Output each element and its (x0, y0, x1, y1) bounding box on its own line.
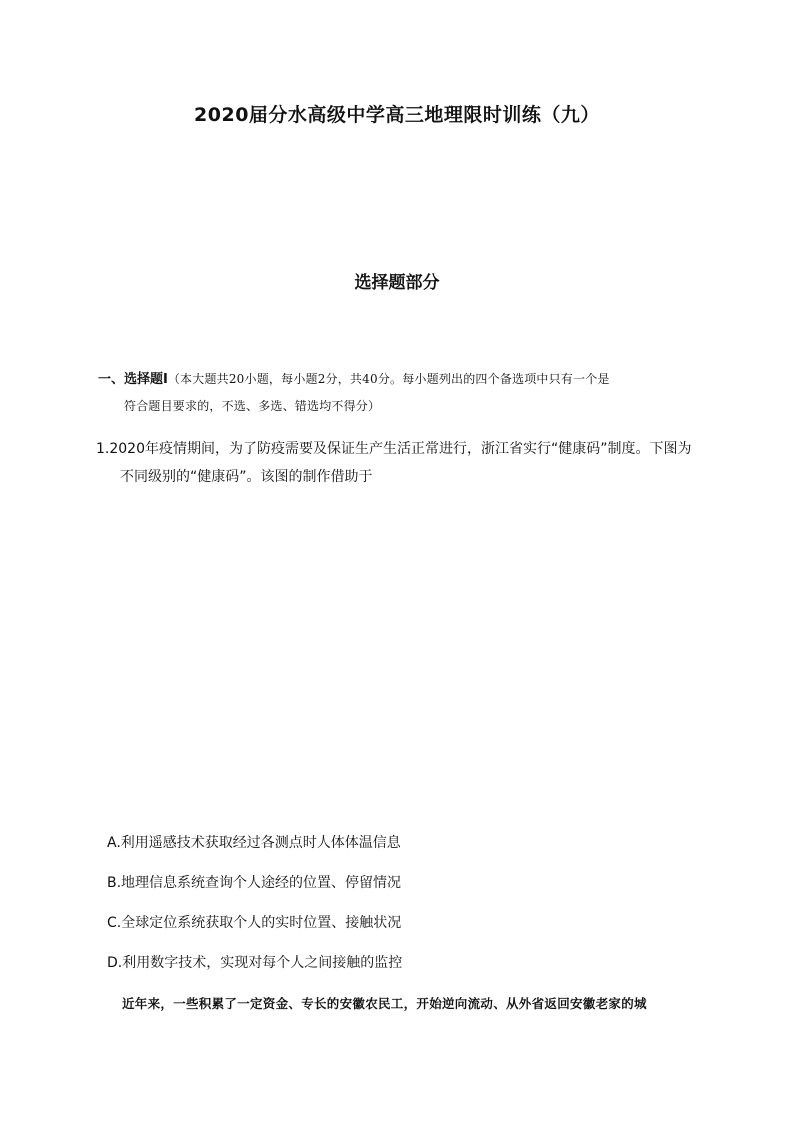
part-one-label: 一、选择题Ⅰ (98, 372, 168, 387)
question-1-option-b: B.地理信息系统查询个人途经的位置、停留情况 (107, 875, 402, 891)
section-title: 选择题部分 (354, 273, 440, 293)
question-1-option-a: A.利用遥感技术获取经过各测点时人体体温信息 (107, 835, 401, 851)
question-1-option-d: D.利用数字技术，实现对每个人之间接触的监控 (107, 955, 403, 971)
part-one-heading (98, 368, 610, 387)
part-one-instruction-line2: 符合题目要求的，不选、多选、错选均不得分） (124, 399, 381, 413)
part-one-instruction-line1: （本大题共20小题，每小题2分，共40分。每小题列出的四个备选项中只有一个是 (167, 372, 610, 386)
question-1-option-c: C.全球定位系统获取个人的实时位置、接触状况 (107, 915, 402, 931)
question-1-stem-line1: 1.2020年疫情期间，为了防疫需要及保证生产生活正常进行，浙江省实行“健康码”制度。下图为 (96, 441, 692, 457)
document-title: 2020届分水高级中学高三地理限时训练（九） (194, 104, 600, 126)
passage-line1: 近年来，一些积累了一定资金、专长的安徽农民工，开始逆向流动、从外省返回安徽老家的城 (122, 996, 647, 1011)
health-code-figure-placeholder (96, 495, 696, 810)
question-1-stem-line2: 不同级别的“健康码”。该图的制作借助于 (120, 469, 373, 485)
